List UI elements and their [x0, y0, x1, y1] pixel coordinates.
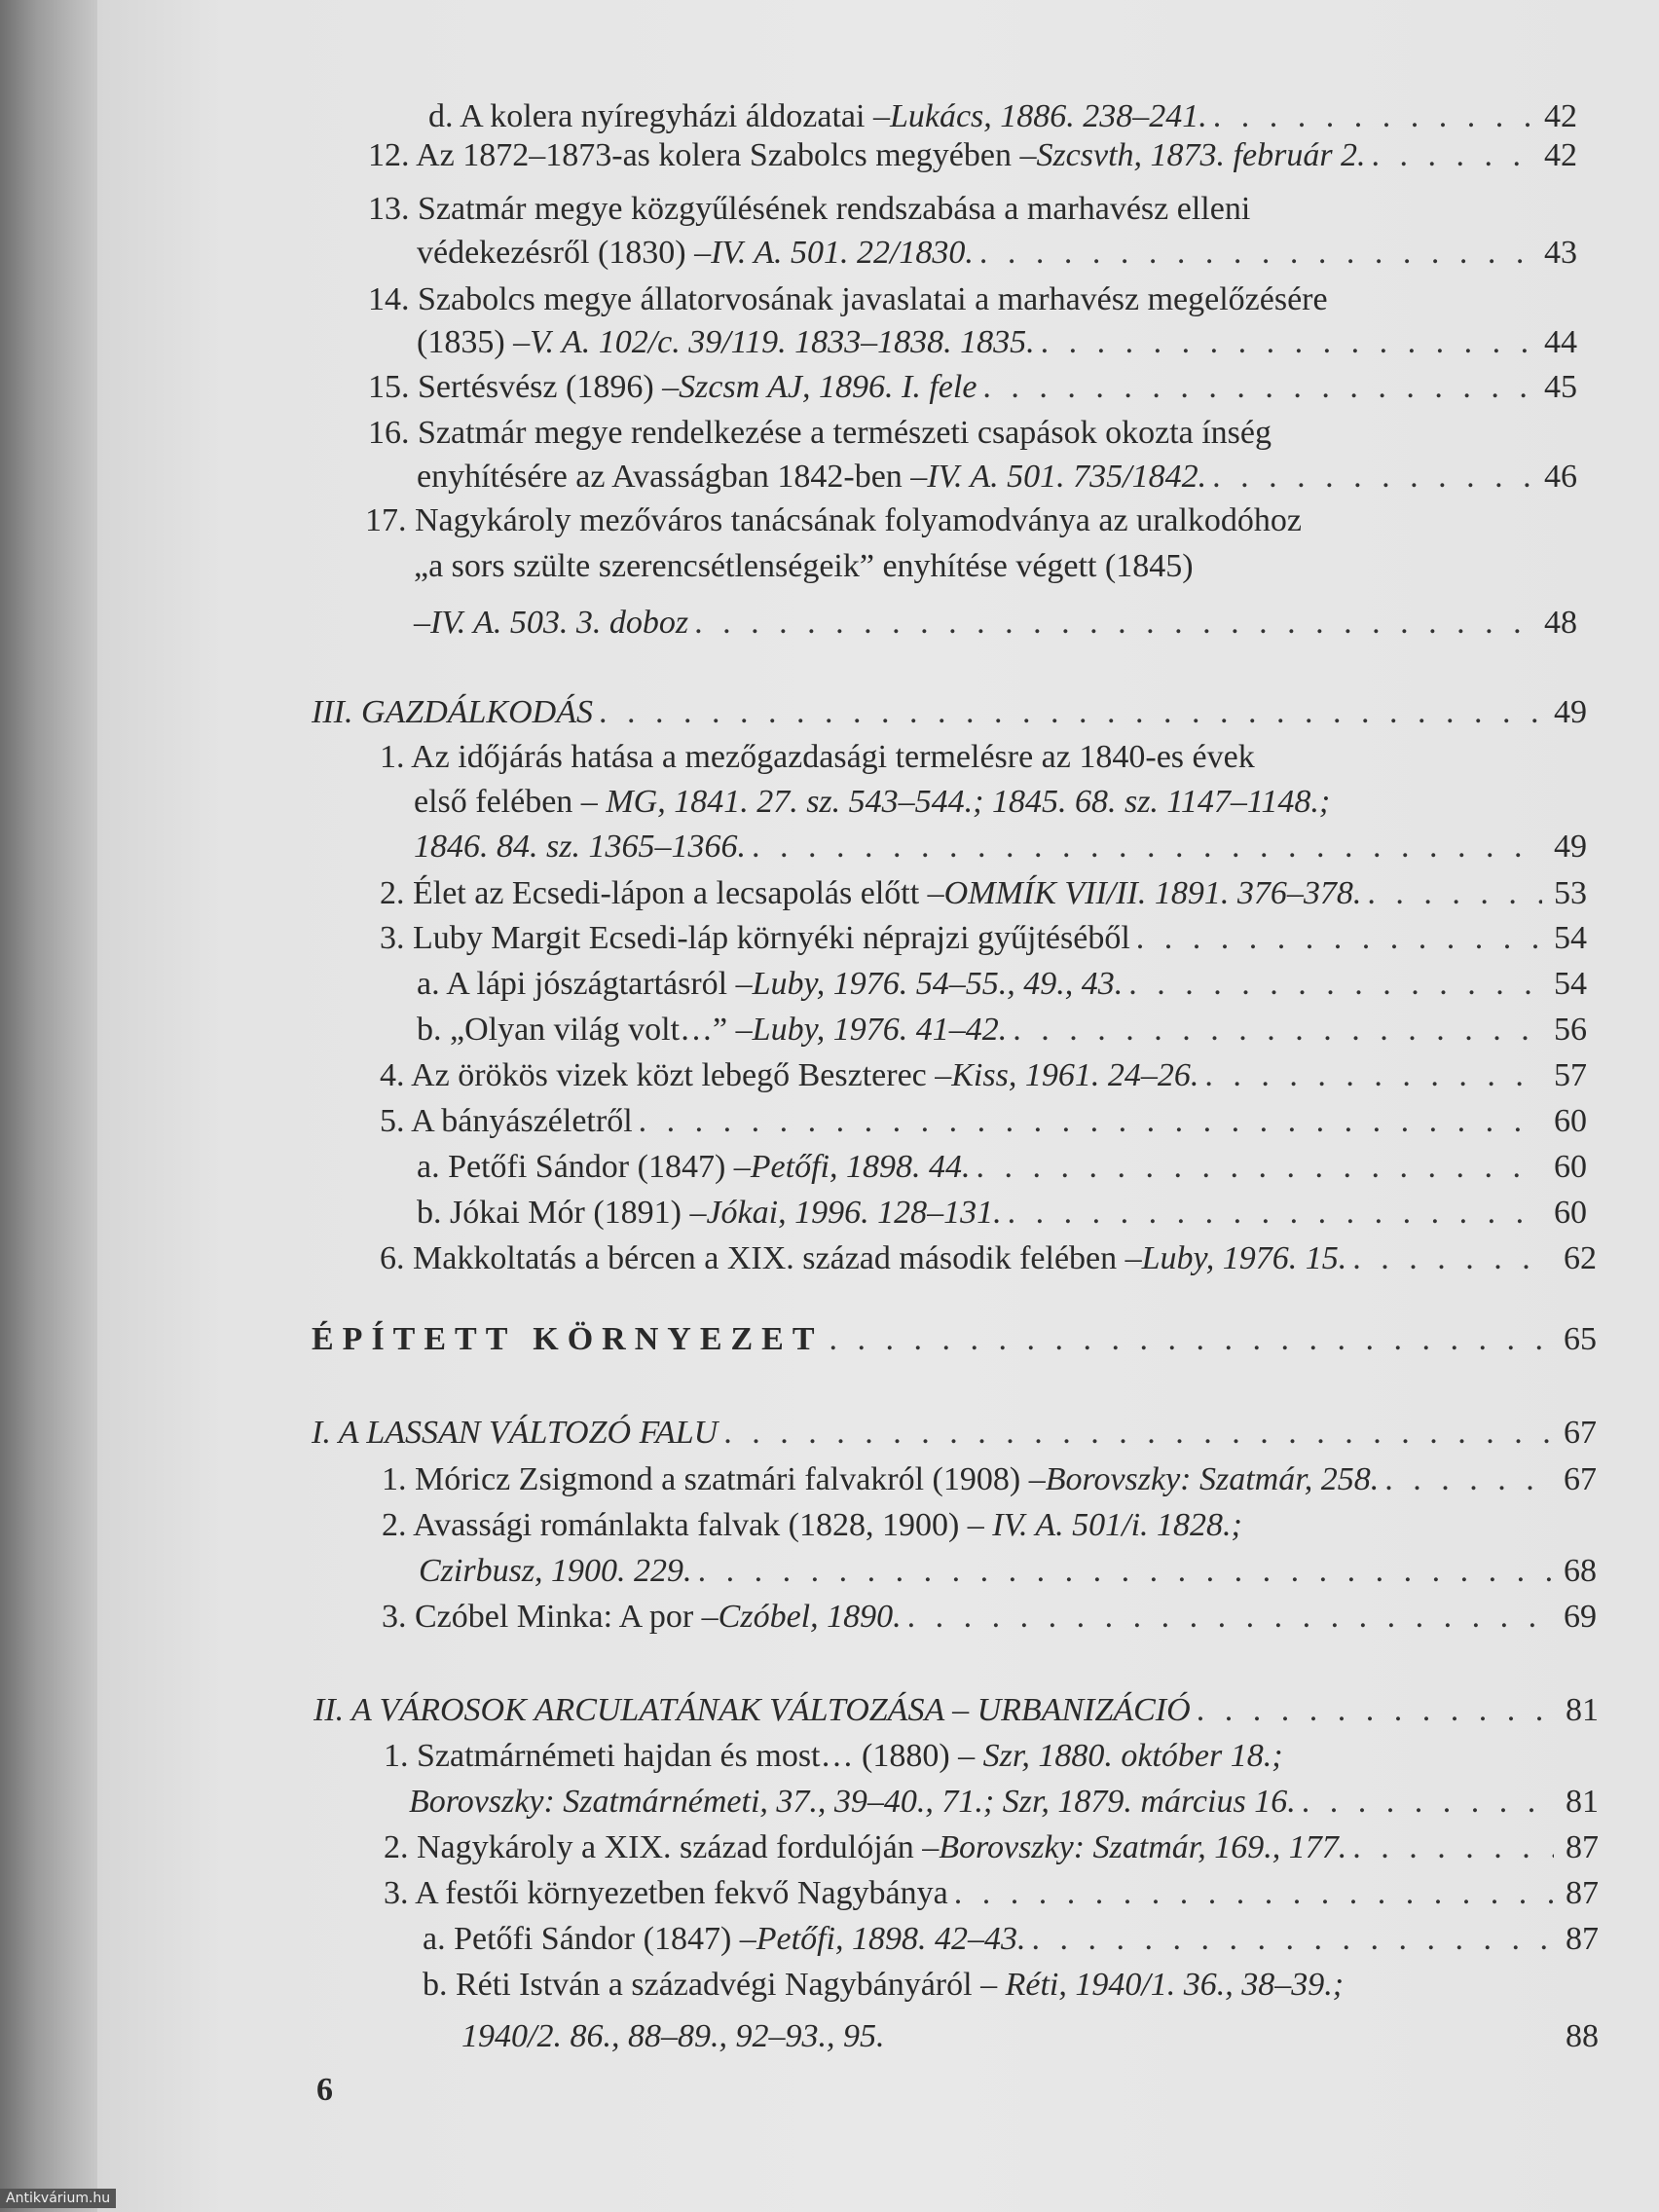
toc-entry [384, 1828, 1599, 1867]
leader-dots [1212, 458, 1532, 497]
toc-entry [409, 1783, 1599, 1822]
toc-entry-label-text: 1. Szatmárnémeti hajdan és most… (1880) – [384, 1738, 983, 1774]
toc-section [312, 1414, 1597, 1453]
leader-dots [954, 1874, 1554, 1913]
toc-entry-label: 15. Sertésvész (1896) – [368, 369, 680, 405]
toc-page-number: 53 [1554, 875, 1587, 911]
toc-entry-ref: Kiss, 1961. 24–26. [951, 1057, 1199, 1093]
toc-entry-label: 6. Makkoltatás a bércen a XIX. század második felében – [380, 1240, 1142, 1276]
toc-entry-ref: V. A. 102/c. 39/119. 1833–1838. 1835. [530, 324, 1035, 360]
toc-page-number: 49 [1554, 694, 1587, 730]
toc-page-number: 48 [1544, 605, 1577, 641]
toc-entry [384, 1874, 1599, 1913]
toc-page-number: 81 [1566, 1784, 1599, 1820]
toc-entry-label: enyhítésére az Avasságban 1842-ben – [417, 459, 928, 495]
toc-entry-label: a. Petőfi Sándor (1847) – [423, 1921, 756, 1957]
toc-entry-ref: Réti, 1940/1. 36., 38–39.; [1005, 1967, 1345, 2003]
toc-page-number: 60 [1554, 1149, 1587, 1185]
toc-entry-ref: Czirbusz, 1900. 229. [419, 1553, 692, 1589]
toc-entry-label-text: b. Réti István a századvégi Nagybányáról – [423, 1967, 1006, 2003]
toc-entry [461, 2017, 1599, 2056]
toc-entry [414, 828, 1587, 866]
toc-entry-label: 12. Az 1872–1873-as kolera Szabolcs megyében – [368, 137, 1037, 173]
leader-dots [976, 1148, 1542, 1187]
toc-entry-ref: IV. A. 501. 735/1842. [927, 459, 1207, 495]
leader-dots [1204, 1056, 1542, 1095]
toc-chapter [312, 1320, 1597, 1359]
leader-dots [723, 1414, 1552, 1453]
toc-entry-ref: IV. A. 501/i. 1828.; [992, 1507, 1242, 1543]
toc-page-number: 67 [1564, 1415, 1597, 1451]
leader-dots [1372, 136, 1532, 175]
toc-page-number: 60 [1554, 1103, 1587, 1139]
toc-entry [417, 234, 1577, 273]
toc-entry-ref: Borovszky: Szatmár, 258. [1045, 1461, 1380, 1497]
leader-dots [752, 828, 1542, 866]
leader-dots [599, 693, 1542, 732]
toc-entry-ref: Lukács, 1886. 238–241. [889, 98, 1207, 134]
toc-entry [417, 965, 1587, 1004]
toc-entry [382, 1598, 1597, 1637]
toc-page-number: 60 [1554, 1195, 1587, 1231]
toc-entry-label: b. Jókai Mór (1891) – [417, 1195, 707, 1231]
toc-page-number: 44 [1544, 324, 1577, 360]
toc-page-number: 88 [1566, 2018, 1599, 2054]
toc-page-number: 46 [1544, 459, 1577, 495]
toc-entry-label-text: első felében – [414, 784, 607, 820]
toc-page-number: 57 [1554, 1057, 1587, 1093]
toc-entry [382, 1460, 1597, 1499]
toc-entry-label [384, 1737, 1283, 1776]
toc-entry-label: – [414, 605, 430, 641]
leader-dots [1352, 1239, 1552, 1278]
toc-entry [368, 368, 1577, 407]
leader-dots [1367, 874, 1542, 913]
toc-entry [417, 323, 1577, 362]
toc-entry-label: „a sors szülte szerencsétlenségeik” enyhítése végett (1845) [414, 548, 1194, 584]
toc-section [313, 1691, 1599, 1730]
toc-page-number: 81 [1566, 1692, 1599, 1728]
toc-entry [423, 1920, 1599, 1959]
toc-entry-ref: Petőfi, 1898. 42–43. [756, 1921, 1026, 1957]
leader-dots [979, 234, 1532, 273]
leader-dots [698, 1552, 1552, 1591]
toc-entry [428, 97, 1577, 136]
leader-dots [1197, 1691, 1554, 1730]
toc-entry-ref: Petőfi, 1898. 44. [750, 1149, 971, 1185]
toc-entry-ref: Jókai, 1996. 128–131. [706, 1195, 1002, 1231]
toc-entry-ref: IV. A. 503. 3. doboz [430, 605, 689, 641]
toc-entry-label: 5. A bányászéletről [380, 1103, 633, 1139]
leader-dots [982, 368, 1532, 407]
toc-entry-label: a. Petőfi Sándor (1847) – [417, 1149, 751, 1185]
toc-page-number: 87 [1566, 1875, 1599, 1911]
leader-dots [1213, 97, 1532, 136]
toc-entry-ref: Szr, 1880. október 18.; [982, 1738, 1283, 1774]
toc-page-number: 56 [1554, 1012, 1587, 1048]
leader-dots [1302, 1783, 1554, 1822]
leader-dots [1031, 1920, 1554, 1959]
toc-page-number: 69 [1564, 1599, 1597, 1635]
toc-entry [419, 1552, 1597, 1591]
leader-dots [639, 1102, 1542, 1141]
leader-dots [1136, 919, 1542, 958]
toc-page-number: 54 [1554, 920, 1587, 956]
toc-page-number: 45 [1544, 369, 1577, 405]
toc-entry-ref: 1846. 84. sz. 1365–1366. [414, 829, 746, 865]
toc-page-number: 87 [1566, 1921, 1599, 1957]
toc-section-title: I. A LASSAN VÁLTOZÓ FALU [312, 1415, 719, 1451]
toc-entry-ref: OMMÍK VII/II. 1891. 376–378. [943, 875, 1362, 911]
leader-dots [907, 1598, 1552, 1637]
toc-entry-label: a. A lápi jószágtartásról – [417, 966, 753, 1002]
toc-entry-label: 2. Élet az Ecsedi-lápon a lecsapolás előtt – [380, 875, 944, 911]
toc-entry-ref: Czóbel, 1890. [718, 1599, 902, 1635]
toc-entry [417, 458, 1577, 497]
toc-entry [414, 604, 1577, 643]
toc-page-number: 87 [1566, 1829, 1599, 1865]
toc-entry [417, 1011, 1587, 1050]
leader-dots [1041, 323, 1532, 362]
toc-entry [380, 1102, 1587, 1141]
toc-page-number: 62 [1564, 1240, 1597, 1276]
toc-entry-label: 4. Az örökös vizek közt lebegő Beszterec – [380, 1057, 952, 1093]
toc-entry-label: 1. Az időjárás hatása a mezőgazdasági termelésre az 1840-es évek [380, 739, 1255, 775]
toc-entry [380, 874, 1587, 913]
toc-page-number: 68 [1564, 1553, 1597, 1589]
toc-page-number: 65 [1564, 1321, 1597, 1357]
toc-entry-ref: Luby, 1976. 54–55., 49., 43. [752, 966, 1124, 1002]
toc-entry [417, 1194, 1587, 1233]
toc-entry-label: 17. Nagykároly mezőváros tanácsának folyamodványa az uralkodóhoz [365, 502, 1303, 538]
toc-entry-ref: Luby, 1976. 15. [1141, 1240, 1347, 1276]
leader-dots [1008, 1194, 1542, 1233]
leader-dots [1128, 965, 1542, 1004]
toc-section-title: II. A VÁROSOK ARCULATÁNAK VÁLTOZÁSA – URBANIZÁCIÓ [313, 1692, 1191, 1728]
toc-entry-label: 13. Szatmár megye közgyűlésének rendszabása a marhavész elleni [368, 191, 1251, 227]
toc-page-number: 42 [1544, 98, 1577, 134]
toc-section-title: III. GAZDÁLKODÁS [312, 694, 593, 730]
leader-dots [1352, 1828, 1554, 1867]
toc-page-number: 43 [1544, 235, 1577, 271]
toc-entry-label: 2. Nagykároly a XIX. század fordulóján – [384, 1829, 940, 1865]
toc-page-number: 54 [1554, 966, 1587, 1002]
toc-entry-ref: IV. A. 501. 22/1830. [711, 235, 974, 271]
watermark: Antikvárium.hu [0, 2189, 116, 2208]
toc-entry-label: 3. Luby Margit Ecsedi-láp környéki néprajzi gyűjtéséből [380, 920, 1130, 956]
toc-entry-label: d. A kolera nyíregyházi áldozatai – [428, 98, 890, 134]
toc-entry-label [423, 1966, 1344, 2005]
toc-page-number: 67 [1564, 1461, 1597, 1497]
toc-entry [380, 1056, 1587, 1095]
toc-entry-label: 3. A festői környezetben fekvő Nagybánya [384, 1875, 948, 1911]
page-number: 6 [316, 2072, 333, 2108]
toc-entry-label [414, 783, 1330, 822]
toc-entry-label: 1. Móricz Zsigmond a szatmári falvakról (1908) – [382, 1461, 1046, 1497]
toc-entry-ref: Szcsm AJ, 1896. I. fele [679, 369, 977, 405]
toc-entry-label: védekezésről (1830) – [417, 235, 712, 271]
leader-dots [694, 604, 1532, 643]
toc-entry-label-text: 2. Avassági románlakta falvak (1828, 1900) – [382, 1507, 993, 1543]
toc-entry-ref: Borovszky: Szatmárnémeti, 37., 39–40., 71.; Szr, 1879. március 16. [409, 1784, 1296, 1820]
toc-entry-label [382, 1506, 1242, 1545]
toc-entry-ref: 1940/2. 86., 88–89., 92–93., 95. [461, 2018, 885, 2054]
toc-entry [368, 136, 1577, 175]
toc-entry-label: (1835) – [417, 324, 531, 360]
toc-section [312, 693, 1587, 732]
toc-entry-ref: MG, 1841. 27. sz. 543–544.; 1845. 68. sz. 1147–1148.; [606, 784, 1331, 820]
toc-entry-ref: Borovszky: Szatmár, 169., 177. [939, 1829, 1347, 1865]
toc-entry-ref: Luby, 1976. 41–42. [752, 1012, 1008, 1048]
toc-page-number: 49 [1554, 829, 1587, 865]
toc-entry-label: 3. Czóbel Minka: A por – [382, 1599, 719, 1635]
toc-page-number: 42 [1544, 137, 1577, 173]
toc-entry-label: b. „Olyan világ volt…” – [417, 1012, 753, 1048]
toc-entry [380, 1239, 1597, 1278]
leader-dots [830, 1320, 1552, 1359]
toc-chapter-title: ÉPÍTETT KÖRNYEZET [312, 1321, 824, 1357]
leader-dots [1384, 1460, 1552, 1499]
toc-entry [417, 1148, 1587, 1187]
toc-entry [380, 919, 1587, 958]
toc-entry-ref: Szcsvth, 1873. február 2. [1036, 137, 1366, 173]
toc-entry-label: 14. Szabolcs megye állatorvosának javaslatai a marhavész megelőzésére [368, 281, 1328, 317]
toc-entry-label: 16. Szatmár megye rendelkezése a természeti csapások okozta ínség [368, 415, 1272, 451]
leader-dots [1013, 1011, 1542, 1050]
